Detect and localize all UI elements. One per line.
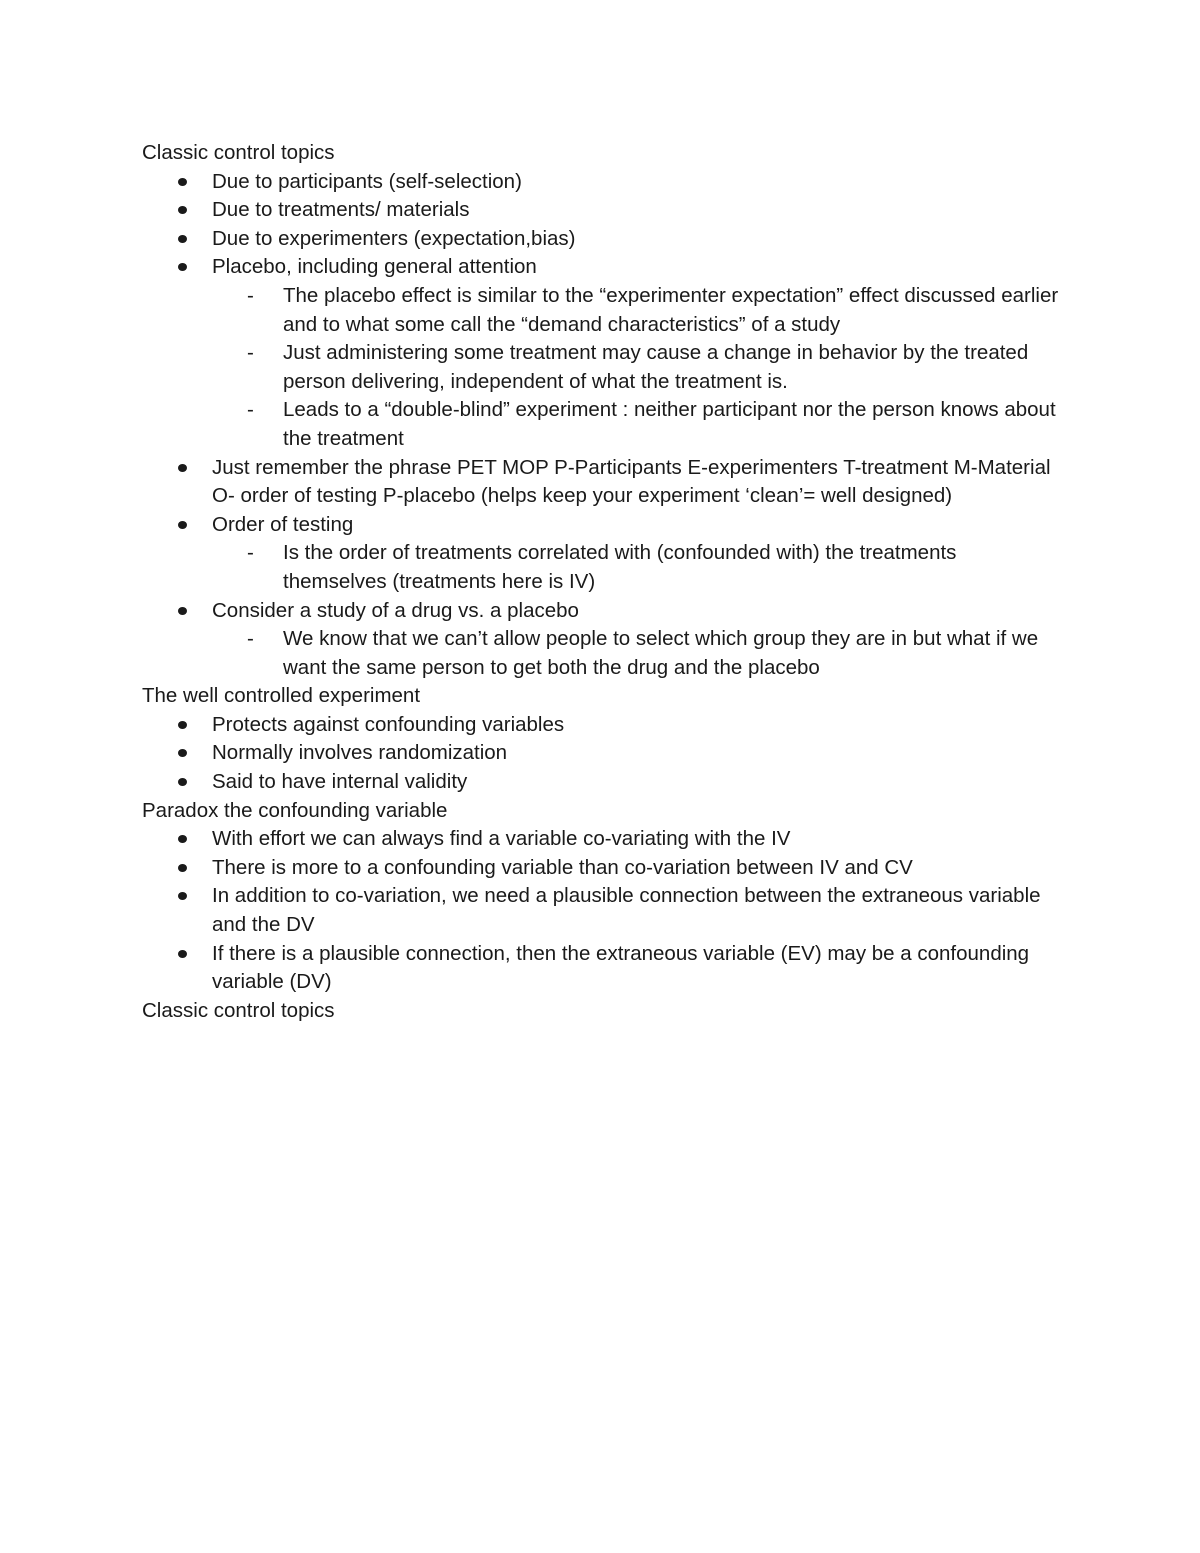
document-page — [142, 139, 1062, 1025]
list-item — [142, 168, 1062, 197]
sub-list — [212, 539, 1062, 596]
list-item-text: If there is a plausible connection, then the extraneous variable (EV) may be a confounding variable (DV) — [212, 941, 1030, 994]
list-item-text: Normally involves randomization — [212, 741, 508, 765]
list-item-text: In addition to co-variation, we need a plausible connection between the extraneous variable and the DV — [212, 884, 1041, 937]
sub-list-item-text: Leads to a “double-blind” experiment : neither participant nor the person knows about the treatment — [283, 398, 1056, 450]
bullet-icon — [178, 464, 187, 472]
bullet-icon — [178, 235, 187, 243]
list-item — [142, 825, 1062, 854]
dash-icon: - — [247, 398, 254, 422]
bullet-icon — [178, 778, 187, 786]
bullet-icon — [178, 950, 187, 958]
bullet-icon — [178, 721, 187, 729]
bullet-icon — [178, 206, 187, 214]
sub-list-item — [212, 539, 1062, 596]
bullet-list — [142, 168, 1062, 683]
list-item — [142, 511, 1062, 597]
list-item-text: With effort we can always find a variable co-variating with the IV — [212, 827, 791, 851]
list-item — [142, 854, 1062, 883]
sub-list — [212, 282, 1062, 454]
section-heading: Classic control topics — [142, 998, 335, 1022]
bullet-icon — [178, 864, 187, 872]
bullet-icon — [178, 835, 187, 843]
section — [142, 997, 1062, 1026]
bullet-icon — [178, 892, 187, 900]
document-content — [142, 139, 1062, 1025]
section — [142, 797, 1062, 997]
list-item — [142, 711, 1062, 740]
list-item — [142, 196, 1062, 225]
bullet-list — [142, 711, 1062, 797]
list-item-text: Due to treatments/ materials — [212, 198, 470, 222]
sub-list-item — [212, 625, 1062, 682]
sub-list-item-text: The placebo effect is similar to the “experimenter expectation” effect discussed earlier and to what some call the “demand characteristics” of a study — [283, 283, 1059, 336]
list-item — [142, 454, 1062, 511]
list-item-text: Consider a study of a drug vs. a placebo — [212, 598, 579, 622]
list-item-text: Due to experimenters (expectation,bias) — [212, 226, 576, 250]
list-item — [142, 882, 1062, 939]
dash-icon: - — [247, 541, 254, 565]
dash-icon: - — [247, 627, 254, 651]
sub-list — [212, 625, 1062, 682]
section-heading: Classic control topics — [142, 141, 335, 164]
sub-list-item-text: Is the order of treatments correlated with (confounded with) the treatments themselves (treatments here is IV) — [283, 541, 957, 593]
section — [142, 682, 1062, 796]
list-item-text: Protects against confounding variables — [212, 712, 565, 736]
bullet-icon — [178, 749, 187, 757]
list-item — [142, 739, 1062, 768]
section-heading: The well controlled experiment — [142, 684, 421, 708]
list-item-text: There is more to a confounding variable than co-variation between IV and CV — [212, 855, 913, 879]
sub-list-item — [212, 339, 1062, 396]
list-item — [142, 253, 1062, 453]
dash-icon: - — [247, 341, 254, 365]
bullet-icon — [178, 263, 187, 271]
bullet-icon — [178, 607, 187, 615]
section-heading: Paradox the confounding variable — [142, 798, 448, 822]
bullet-icon — [178, 178, 187, 186]
sub-list-item-text: Just administering some treatment may cause a change in behavior by the treated person delivering, independent of what the treatment is. — [283, 341, 1029, 393]
bullet-icon — [178, 521, 187, 529]
list-item — [142, 597, 1062, 683]
dash-icon: - — [247, 283, 254, 307]
sub-list-item — [212, 396, 1062, 453]
list-item — [142, 768, 1062, 797]
list-item — [142, 225, 1062, 254]
sub-list-item-text: We know that we can’t allow people to select which group they are in but what if we want the same person to get both the drug and the placebo — [283, 627, 1039, 679]
list-item-text: Order of testing — [212, 512, 354, 536]
bullet-list — [142, 825, 1062, 997]
list-item-text: Due to participants (self-selection) — [212, 169, 522, 193]
list-item-text: Said to have internal validity — [212, 770, 468, 794]
list-item — [142, 940, 1062, 997]
sub-list-item — [212, 282, 1062, 339]
section — [142, 139, 1062, 682]
list-item-text: Placebo, including general attention — [212, 255, 537, 279]
list-item-text: Just remember the phrase PET MOP P-Participants E-experimenters T-treatment M-Material O- order of testing P-placebo (helps keep your experiment ‘clean’= well designed) — [212, 455, 1051, 508]
